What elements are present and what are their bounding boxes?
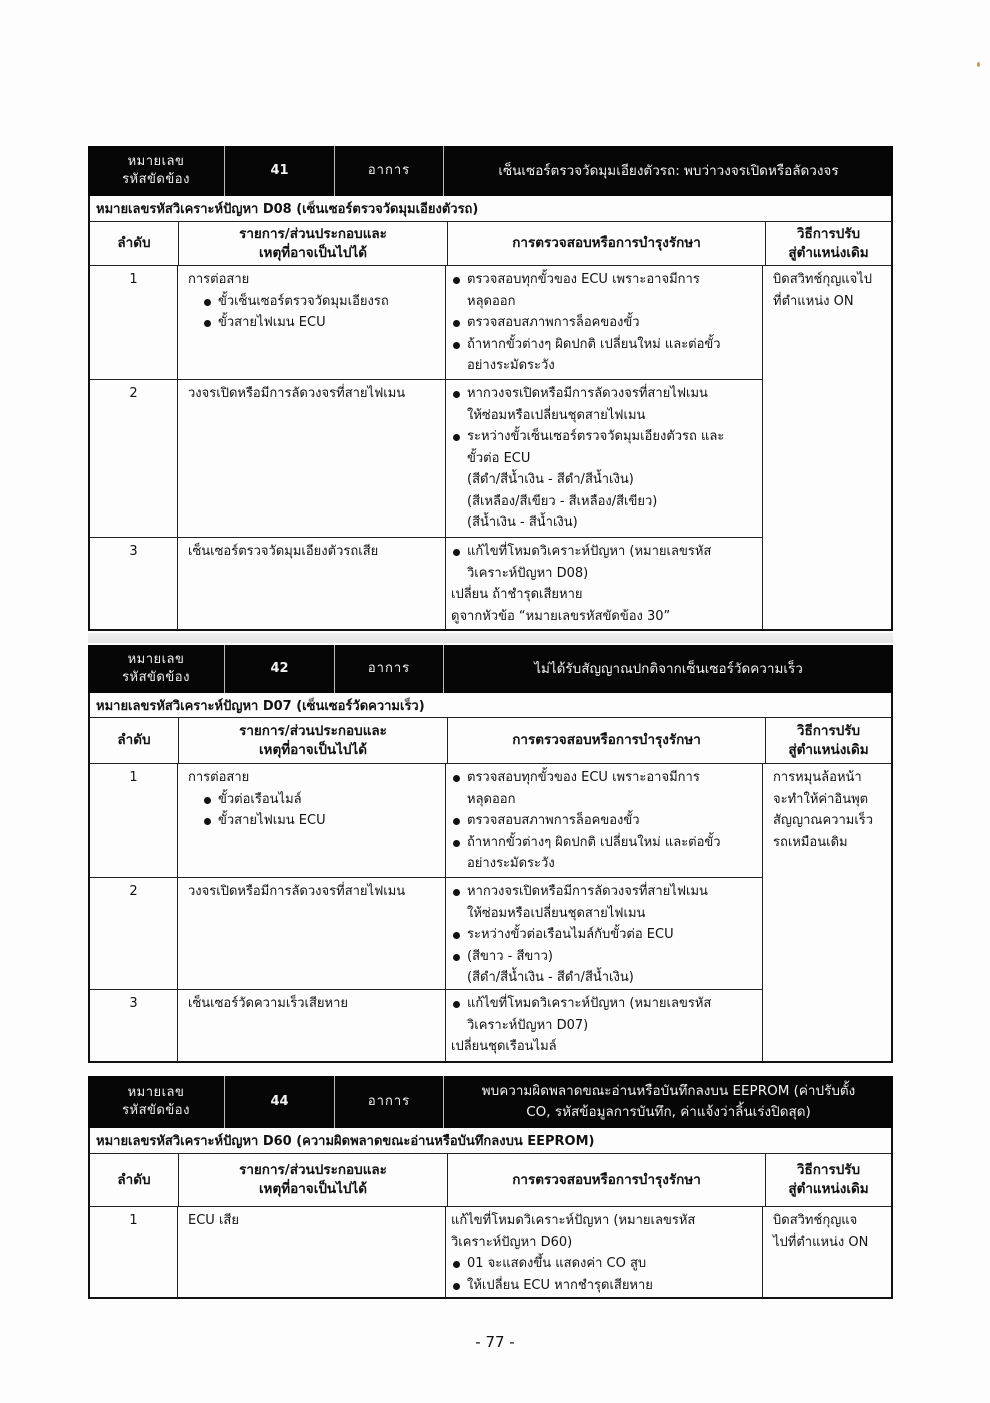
bullet-icon — [453, 1261, 460, 1268]
row-inspection: แก้ไขที่โหมดวิเคราะห์ปัญหา (หมายเลขรหัส วิเคราะห์ปัญหา D08) เปลี่ยน ถ้าชำรุดเสียหาย ดูจากหัวข้อ “หมายเลขรหัสขัดข้อง 30” — [446, 538, 763, 630]
scan-bleed — [88, 633, 893, 643]
symptom-text: เซ็นเซอร์ตรวจวัดมุมเอียงตัวรถ: พบว่าวงจรเปิดหรือลัดวงจร — [498, 162, 839, 179]
row-reset: บิดสวิทช์กุญแจ ไปที่ตำแหน่ง ON — [773, 1213, 869, 1250]
col-order-header: ลำดับ — [90, 1154, 179, 1206]
item-bullet: ขั้วสายไฟเมน ECU — [202, 312, 445, 334]
row-inspection: แก้ไขที่โหมดวิเคราะห์ปัญหา (หมายเลขรหัส วิเคราะห์ปัญหา D07) เปลี่ยนชุดเรือนไมล์ — [446, 990, 763, 1062]
item-bullet: ขั้วต่อเรือนไมล์ — [202, 789, 445, 811]
code-label: หมายเลข รหัสขัดข้อง — [88, 146, 225, 196]
bullet-icon — [453, 840, 460, 847]
col-reset-header: วิธีการปรับ สู่ตำแหน่งเดิม — [788, 225, 869, 261]
diagnostic-title: หมายเลขรหัสวิเคราะห์ปัญหา D60 (ความผิดพลาดขณะอ่านหรือบันทึกลงบน EEPROM) — [88, 1128, 893, 1154]
symptom-label: อาการ — [335, 146, 444, 196]
table-row — [88, 990, 893, 1062]
table-bottom-border — [88, 629, 893, 631]
col-order-header: ลำดับ — [90, 222, 179, 265]
bullet-icon — [204, 320, 211, 327]
code-header-band — [88, 1076, 893, 1128]
bullet-icon — [453, 434, 460, 441]
row-order: 1 — [90, 266, 178, 380]
diagnostic-title: หมายเลขรหัสวิเคราะห์ปัญหา D08 (เซ็นเซอร์ตรวจวัดมุมเอียงตัวรถ) — [88, 196, 893, 222]
table-row — [88, 1207, 893, 1298]
row-item: เซ็นเซอร์ตรวจวัดมุมเอียงตัวรถเสีย — [178, 538, 446, 630]
diagnostic-title: หมายเลขรหัสวิเคราะห์ปัญหา D07 (เซ็นเซอร์วัดความเร็ว) — [88, 693, 893, 718]
code-number: 42 — [225, 645, 335, 693]
row-order: 3 — [90, 538, 178, 630]
scan-speck — [977, 62, 980, 67]
col-inspection-header: การตรวจสอบหรือการบำรุงรักษา — [448, 222, 766, 265]
table-row — [88, 380, 893, 538]
bullet-icon — [204, 797, 211, 804]
col-items-header: รายการ/ส่วนประกอบและ เหตุที่อาจเป็นไปได้ — [179, 222, 448, 265]
col-inspection-header: การตรวจสอบหรือการบำรุงรักษา — [448, 1154, 766, 1206]
bullet-icon — [453, 277, 460, 284]
symptom-text: ไม่ได้รับสัญญาณปกติจากเซ็นเซอร์วัดความเร็ว — [534, 660, 803, 677]
row-item: เซ็นเซอร์วัดความเร็วเสียหาย — [178, 990, 446, 1062]
symptom-text: พบความผิดพลาดขณะอ่านหรือบันทึกลงบน EEPROM (ค่าปรับตั้ง CO, รหัสข้อมูลการบันทึก, ค่าแจ้งว่าลิ้นเร่งปิดสุด) — [481, 1083, 856, 1120]
column-header-row — [88, 222, 893, 266]
code-number: 44 — [225, 1076, 335, 1128]
bullet-icon — [453, 342, 460, 349]
code-label: หมายเลข รหัสขัดข้อง — [88, 645, 225, 693]
row-inspection: ตรวจสอบทุกขั้วของ ECU เพราะอาจมีการ หลุดออก ตรวจสอบสภาพการล็อคของขั้ว ถ้าหากขั้วต่างๆ ผิดปกติ เปลี่ยนใหม่ และต่อขั้ว อย่างระมัดระวัง — [446, 764, 763, 878]
column-header-row — [88, 718, 893, 764]
bullet-icon — [453, 954, 460, 961]
table-row — [88, 538, 893, 630]
row-reset: บิดสวิทช์กุญแจไป ที่ตำแหน่ง ON — [773, 272, 873, 309]
row-order: 1 — [90, 1207, 178, 1298]
bullet-icon — [453, 889, 460, 896]
row-item: การต่อสาย ขั้วต่อเรือนไมล์ ขั้วสายไฟเมน ECU — [178, 764, 446, 878]
bullet-icon — [204, 299, 211, 306]
col-reset-header: วิธีการปรับ สู่ตำแหน่งเดิม — [788, 1162, 869, 1197]
code-label: หมายเลข รหัสขัดข้อง — [88, 1076, 225, 1128]
row-order: 2 — [90, 878, 178, 990]
row-order: 2 — [90, 380, 178, 538]
row-order: 3 — [90, 990, 178, 1062]
col-items-header: รายการ/ส่วนประกอบและ เหตุที่อาจเป็นไปได้ — [179, 718, 448, 763]
code-header-band — [88, 146, 893, 196]
bullet-icon — [453, 1283, 460, 1290]
row-inspection: ตรวจสอบทุกขั้วของ ECU เพราะอาจมีการ หลุดออก ตรวจสอบสภาพการล็อคของขั้ว ถ้าหากขั้วต่างๆ ผิดปกติ เปลี่ยนใหม่ และต่อขั้ว อย่างระมัดระวัง — [446, 266, 763, 380]
bullet-icon — [204, 818, 211, 825]
row-item: วงจรเปิดหรือมีการลัดวงจรที่สายไฟเมน — [178, 380, 446, 538]
table-row — [88, 266, 893, 380]
col-reset-header: วิธีการปรับ สู่ตำแหน่งเดิม — [788, 722, 869, 758]
row-inspection: แก้ไขที่โหมดวิเคราะห์ปัญหา (หมายเลขรหัส วิเคราะห์ปัญหา D60) 01 จะแสดงขึ้น แสดงค่า CO สูบ ให้เปลี่ยน ECU หากชำรุดเสียหาย — [446, 1207, 763, 1298]
row-order: 1 — [90, 764, 178, 878]
col-order-header: ลำดับ — [90, 718, 179, 763]
row-item: ECU เสีย — [178, 1207, 446, 1298]
bullet-icon — [453, 549, 460, 556]
table-bottom-border — [88, 1061, 893, 1063]
page-number: - 77 - — [475, 1333, 515, 1351]
table-row — [88, 878, 893, 990]
column-header-row — [88, 1154, 893, 1207]
code-number: 41 — [225, 146, 335, 196]
bullet-icon — [453, 1001, 460, 1008]
symptom-label: อาการ — [335, 645, 444, 693]
row-reset: การหมุนล้อหน้า จะทำให้ค่าอินพุต สัญญาณความเร็ว รถเหมือนเดิม — [773, 770, 874, 850]
bullet-icon — [453, 775, 460, 782]
bullet-icon — [453, 818, 460, 825]
row-item: การต่อสาย ขั้วเซ็นเซอร์ตรวจวัดมุมเอียงรถ ขั้วสายไฟเมน ECU — [178, 266, 446, 380]
bullet-icon — [453, 320, 460, 327]
bullet-icon — [453, 932, 460, 939]
code-header-band — [88, 645, 893, 693]
col-items-header: รายการ/ส่วนประกอบและ เหตุที่อาจเป็นไปได้ — [179, 1154, 448, 1206]
item-bullet: ขั้วเซ็นเซอร์ตรวจวัดมุมเอียงรถ — [202, 291, 445, 313]
item-bullet: ขั้วสายไฟเมน ECU — [202, 810, 445, 832]
row-inspection: หากวงจรเปิดหรือมีการลัดวงจรที่สายไฟเมน ให้ซ่อมหรือเปลี่ยนชุดสายไฟเมน ระหว่างขั้วเซ็นเซอร์ตรวจวัดมุมเอียงตัวรถ และ ขั้วต่อ ECU (สีดำ/สีน้ำเงิน - สีดำ/สีน้ำเงิน) (สีเหลือง/สีเขียว - สีเหลือง/สีเขียว) (สีน้ำเงิน - สีน้ำเงิน) — [446, 380, 763, 538]
col-inspection-header: การตรวจสอบหรือการบำรุงรักษา — [448, 718, 766, 763]
table-row — [88, 764, 893, 878]
bullet-icon — [453, 391, 460, 398]
row-inspection: หากวงจรเปิดหรือมีการลัดวงจรที่สายไฟเมน ให้ซ่อมหรือเปลี่ยนชุดสายไฟเมน ระหว่างขั้วต่อเรือนไมล์กับขั้วต่อ ECU (สีขาว - สีขาว) (สีดำ/สีน้ำเงิน - สีดำ/สีน้ำเงิน) — [446, 878, 763, 990]
row-item: วงจรเปิดหรือมีการลัดวงจรที่สายไฟเมน — [178, 878, 446, 990]
table-bottom-border — [88, 1297, 893, 1299]
symptom-label: อาการ — [335, 1076, 444, 1128]
